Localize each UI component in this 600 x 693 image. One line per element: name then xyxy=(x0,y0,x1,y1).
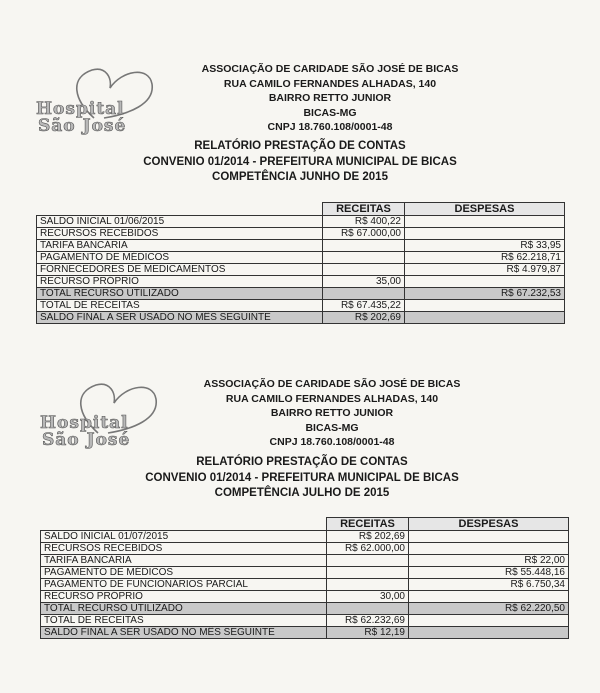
logo-line-sao-jose: São José xyxy=(38,116,127,136)
receitas-header: RECEITAS xyxy=(327,518,409,531)
table-header-row xyxy=(41,518,569,531)
report-title: RELATÓRIO PRESTAÇÃO DE CONTAS xyxy=(196,456,408,468)
logo-line-sao-jose: São José xyxy=(42,430,131,450)
organization-header xyxy=(182,377,482,450)
receitas-cell xyxy=(327,555,409,567)
despesas-cell xyxy=(409,615,569,627)
table-row-total-utilizado xyxy=(41,603,569,615)
row-label: FORNECEDORES DE MEDICAMENTOS xyxy=(37,264,323,276)
row-label: SALDO FINAL A SER USADO NO MÊS SEGUINTE xyxy=(41,627,327,639)
despesas-cell: R$ 67.232,53 xyxy=(405,288,565,300)
despesas-cell xyxy=(409,627,569,639)
org-street: RUA CAMILO FERNANDES ALHADAS, 140 xyxy=(223,77,437,90)
receitas-cell: R$ 400,22 xyxy=(323,216,405,228)
table-row xyxy=(41,567,569,579)
report-subtitle: CONVENIO 01/2014 - PREFEITURA MUNICIPAL DE BICAS xyxy=(145,471,459,484)
row-label: TOTAL DE RECEITAS xyxy=(41,615,327,627)
despesas-cell: R$ 6.750,34 xyxy=(409,579,569,591)
row-label: RECURSOS RECEBIDOS xyxy=(37,228,323,240)
report-period: COMPETÊNCIA JUNHO DE 2015 xyxy=(212,171,388,183)
logo-line-hospital: Hospital xyxy=(36,99,125,119)
row-label: TOTAL DE RECEITAS xyxy=(37,300,323,312)
despesas-cell: R$ 33,95 xyxy=(405,240,565,252)
report-subtitle: CONVENIO 01/2014 - PREFEITURA MUNICIPAL DE BICAS xyxy=(143,155,457,168)
row-label: SALDO FINAL A SER USADO NO MÊS SEGUINTE xyxy=(37,312,323,324)
logo-line-hospital: Hospital xyxy=(40,413,129,433)
receitas-cell xyxy=(327,603,409,615)
receitas-cell: R$ 202,69 xyxy=(323,312,405,324)
despesas-cell: R$ 62.218,71 xyxy=(405,252,565,264)
row-label: TARIFA BANCÁRIA xyxy=(37,240,323,252)
despesas-cell: R$ 62.220,50 xyxy=(409,603,569,615)
financial-table xyxy=(40,517,569,639)
receitas-cell xyxy=(327,579,409,591)
table-row xyxy=(41,531,569,543)
receitas-cell: R$ 62.232,69 xyxy=(327,615,409,627)
org-district: BAIRRO RETTO JUNIOR xyxy=(268,92,392,104)
receitas-cell: R$ 12,19 xyxy=(327,627,409,639)
row-label: SALDO INICIAL 01/07/2015 xyxy=(41,531,327,543)
row-label: TOTAL RECURSO UTILIZADO xyxy=(41,603,327,615)
org-name: ASSOCIAÇÃO DE CARIDADE SÃO JOSÉ DE BICAS xyxy=(203,378,461,390)
org-city: BICAS-MG xyxy=(305,421,359,434)
table-row xyxy=(41,591,569,603)
despesas-header: DESPESAS xyxy=(405,203,565,216)
receitas-cell: R$ 62.000,00 xyxy=(327,543,409,555)
org-city: BICAS-MG xyxy=(303,106,357,119)
despesas-cell: R$ 4.979,87 xyxy=(405,264,565,276)
row-label: RECURSOS RECEBIDOS xyxy=(41,543,327,555)
row-label: RECURSO PRÓPRIO xyxy=(37,276,323,288)
row-label: SALDO INICIAL 01/06/2015 xyxy=(37,216,323,228)
org-name: ASSOCIAÇÃO DE CARIDADE SÃO JOSÉ DE BICAS xyxy=(201,63,459,75)
row-label: PAGAMENTO DE MÉDICOS xyxy=(41,567,327,579)
receitas-cell xyxy=(327,567,409,579)
row-label: PAGAMENTO DE MÉDICOS xyxy=(37,252,323,264)
report-title: RELATÓRIO PRESTAÇÃO DE CONTAS xyxy=(194,140,406,152)
table-row xyxy=(41,555,569,567)
receitas-cell: R$ 67.435,22 xyxy=(323,300,405,312)
org-cnpj: CNPJ 18.760.108/0001-48 xyxy=(267,121,393,133)
row-label: TOTAL RECURSO UTILIZADO xyxy=(37,288,323,300)
receitas-header: RECEITAS xyxy=(323,203,405,216)
table-row-saldo-final xyxy=(41,627,569,639)
despesas-header: DESPESAS xyxy=(409,518,569,531)
table-row-total-receitas xyxy=(41,615,569,627)
despesas-cell: R$ 22,00 xyxy=(409,555,569,567)
receitas-cell: 30,00 xyxy=(327,591,409,603)
row-label: TARIFA BANCÁRIA xyxy=(41,555,327,567)
table-row xyxy=(41,579,569,591)
org-street: RUA CAMILO FERNANDES ALHADAS, 140 xyxy=(225,392,439,405)
table-row xyxy=(41,543,569,555)
receitas-cell: R$ 67.000,00 xyxy=(323,228,405,240)
despesas-cell xyxy=(409,543,569,555)
receitas-cell: 35,00 xyxy=(323,276,405,288)
org-district: BAIRRO RETTO JUNIOR xyxy=(270,407,394,419)
report-period: COMPETÊNCIA JULHO DE 2015 xyxy=(214,487,390,499)
despesas-cell xyxy=(409,531,569,543)
report-titles xyxy=(132,455,472,502)
org-cnpj: CNPJ 18.760.108/0001-48 xyxy=(269,436,395,448)
row-label: RECURSO PRÓPRIO xyxy=(41,591,327,603)
despesas-cell xyxy=(409,591,569,603)
hospital-logo xyxy=(38,363,188,450)
despesas-cell: R$ 55.448,16 xyxy=(409,567,569,579)
receitas-cell: R$ 202,69 xyxy=(327,531,409,543)
row-label: PAGAMENTO DE FUNCIONÁRIOS PARCIAL xyxy=(41,579,327,591)
